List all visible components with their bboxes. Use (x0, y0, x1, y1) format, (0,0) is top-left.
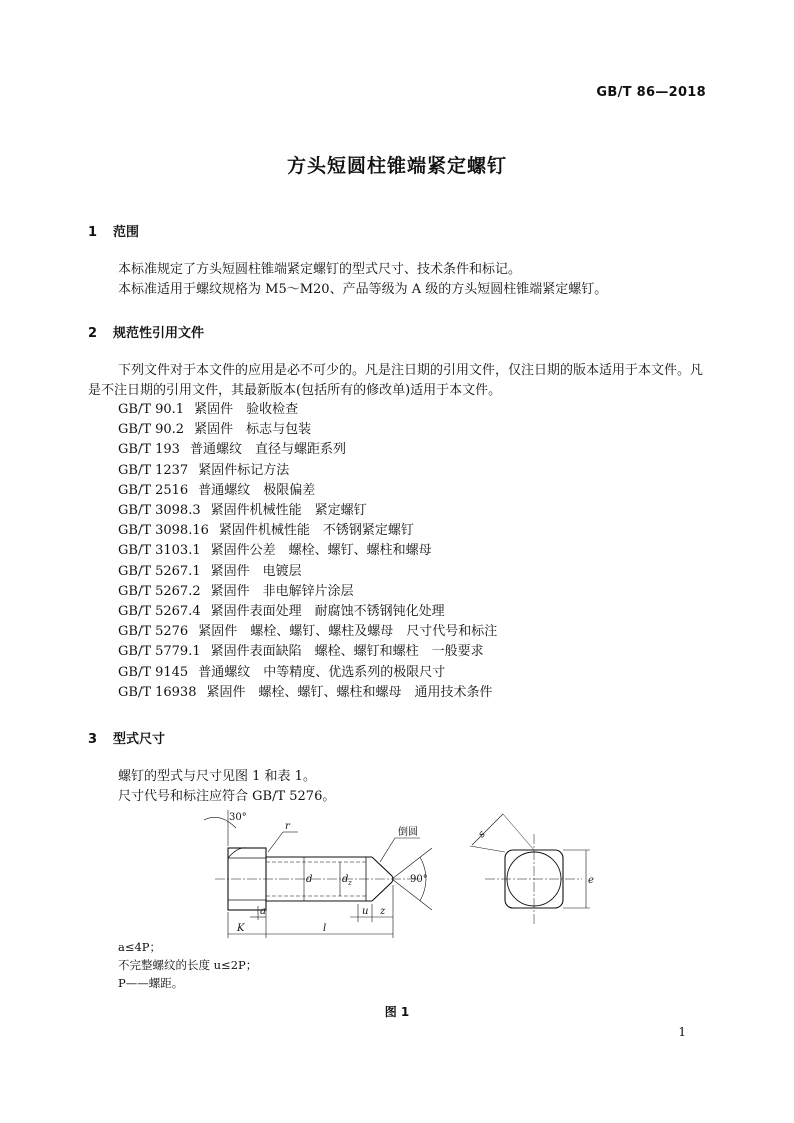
reference-code: GB/T 5276 (118, 624, 189, 640)
angle-90-line (392, 848, 432, 879)
figure-note: P——螺距。 (118, 976, 184, 990)
reference-item (118, 663, 497, 683)
reference-code: GB/T 1237 (118, 462, 189, 478)
head-chamfer-arc (228, 848, 248, 858)
reference-title: 普通螺纹 直径与螺距系列 (189, 442, 346, 458)
reference-code: GB/T 90.1 (118, 402, 185, 417)
dz-subscript: z (348, 879, 352, 887)
reference-title: 紧固件 螺栓、螺钉、螺柱及螺母 尺寸代号和标注 (198, 624, 498, 640)
reference-code: GB/T 193 (118, 442, 180, 458)
reference-item (118, 400, 497, 420)
figure-note: 不完整螺纹的长度 u≤2P； (118, 958, 258, 972)
reference-item (118, 622, 497, 642)
reference-code: GB/T 5267.4 (118, 604, 201, 620)
reference-code: GB/T 5267.1 (118, 563, 201, 579)
cone-point (372, 857, 393, 901)
reference-code: GB/T 5779.1 (118, 644, 201, 660)
section-title: 型式尺寸 (113, 732, 166, 747)
angle-30-label: 30° (229, 812, 247, 823)
reference-title: 紧固件 标志与包装 (194, 422, 312, 438)
reference-item (118, 461, 497, 481)
dz-label: d (342, 874, 349, 885)
paragraph: 下列文件对于本文件的应用是必不可少的。凡是注日期的引用文件，仅注日期的版本适用于本文件。凡是不注日期的引用文件，其最新版本(包括所有的修改单)适用于本文件。 (88, 363, 704, 398)
normative-reference-list (118, 400, 497, 703)
figure-caption: 图 1 (384, 1005, 410, 1019)
reference-code: GB/T 5267.2 (118, 583, 201, 599)
end-view-circle (507, 852, 561, 906)
section-number: 1 (88, 225, 98, 240)
angle-30-arc (204, 817, 236, 828)
reference-item (118, 541, 497, 561)
section-2-intro (88, 361, 708, 401)
reference-item (118, 440, 497, 460)
reference-title: 紧固件表面缺陷 螺栓、螺钉和螺柱 一般要求 (210, 644, 484, 660)
d-label: d (306, 874, 313, 885)
section-title: 范围 (113, 225, 140, 240)
section-number: 3 (88, 732, 98, 747)
reference-title: 紧固件 验收检查 (194, 402, 299, 417)
reference-item (118, 521, 497, 541)
section-3-heading (88, 728, 165, 747)
chamfer-leader (380, 838, 395, 862)
angle-90-arc (420, 857, 426, 901)
page-number: 1 (678, 1025, 686, 1039)
r-leader (268, 832, 283, 852)
l-label: l (323, 923, 327, 934)
a-label: a (260, 906, 266, 917)
end-view-square (505, 850, 563, 908)
angle-90-label: 90° (410, 874, 428, 885)
reference-title: 普通螺纹 中等精度、优选系列的极限尺寸 (198, 664, 446, 680)
standard-number: GB/T 86—2018 (596, 85, 706, 100)
chamfer-label: 倒圆 (398, 827, 418, 838)
screw-head (228, 848, 266, 910)
reference-item (118, 683, 497, 703)
paragraph: 本标准适用于螺纹规格为 M5～M20、产品等级为 A 级的方头短圆柱锥端紧定螺钉。 (118, 282, 608, 297)
reference-item (118, 582, 497, 602)
reference-code: GB/T 2516 (118, 482, 189, 498)
section-1-body (88, 260, 708, 300)
section-3-body (88, 767, 708, 807)
extension-line (470, 846, 505, 852)
reference-code: GB/T 90.2 (118, 422, 185, 438)
reference-title: 紧固件 非电解锌片涂层 (210, 583, 354, 599)
reference-title: 紧固件公差 螺栓、螺钉、螺柱和螺母 (210, 543, 432, 559)
reference-code: GB/T 16938 (118, 684, 197, 700)
u-label: u (362, 906, 369, 917)
figure-note: a≤4P； (118, 940, 162, 954)
s-dimension-line (472, 814, 503, 845)
reference-code: GB/T 3098.3 (118, 503, 201, 519)
reference-title: 紧固件机械性能 不锈钢紧定螺钉 (218, 523, 414, 539)
paragraph: 螺钉的型式与尺寸见图 1 和表 1。 (118, 769, 316, 784)
extension-line (503, 814, 534, 850)
reference-item (118, 642, 497, 662)
figure-notes (118, 938, 257, 992)
r-label: r (285, 821, 290, 832)
reference-item (118, 420, 497, 440)
reference-item (118, 481, 497, 501)
paragraph: 本标准规定了方头短圆柱锥端紧定螺钉的型式尺寸、技术条件和标记。 (118, 262, 522, 277)
angle-90-line (392, 879, 432, 910)
reference-item (118, 562, 497, 582)
reference-title: 紧固件机械性能 紧定螺钉 (210, 503, 367, 519)
reference-title: 普通螺纹 极限偏差 (198, 482, 316, 498)
section-1-heading (88, 221, 139, 240)
section-2-heading (88, 322, 204, 341)
reference-title: 紧固件标记方法 (198, 462, 290, 478)
paragraph: 尺寸代号和标注应符合 GB/T 5276。 (118, 789, 336, 804)
reference-title: 紧固件 螺栓、螺钉、螺柱和螺母 通用技术条件 (206, 684, 493, 700)
reference-item (118, 501, 497, 521)
section-number: 2 (88, 326, 98, 341)
e-label: e (588, 875, 594, 886)
k-label: K (237, 923, 245, 934)
z-label: z (380, 906, 386, 917)
reference-title: 紧固件表面处理 耐腐蚀不锈钢钝化处理 (210, 604, 445, 620)
s-label: s (476, 828, 488, 841)
reference-code: GB/T 3098.16 (118, 523, 209, 539)
document-title: 方头短圆柱锥端紧定螺钉 (286, 155, 507, 177)
reference-code: GB/T 9145 (118, 664, 189, 680)
section-title: 规范性引用文件 (113, 326, 205, 341)
reference-title: 紧固件 电镀层 (210, 563, 302, 579)
reference-item (118, 602, 497, 622)
reference-code: GB/T 3103.1 (118, 543, 201, 559)
